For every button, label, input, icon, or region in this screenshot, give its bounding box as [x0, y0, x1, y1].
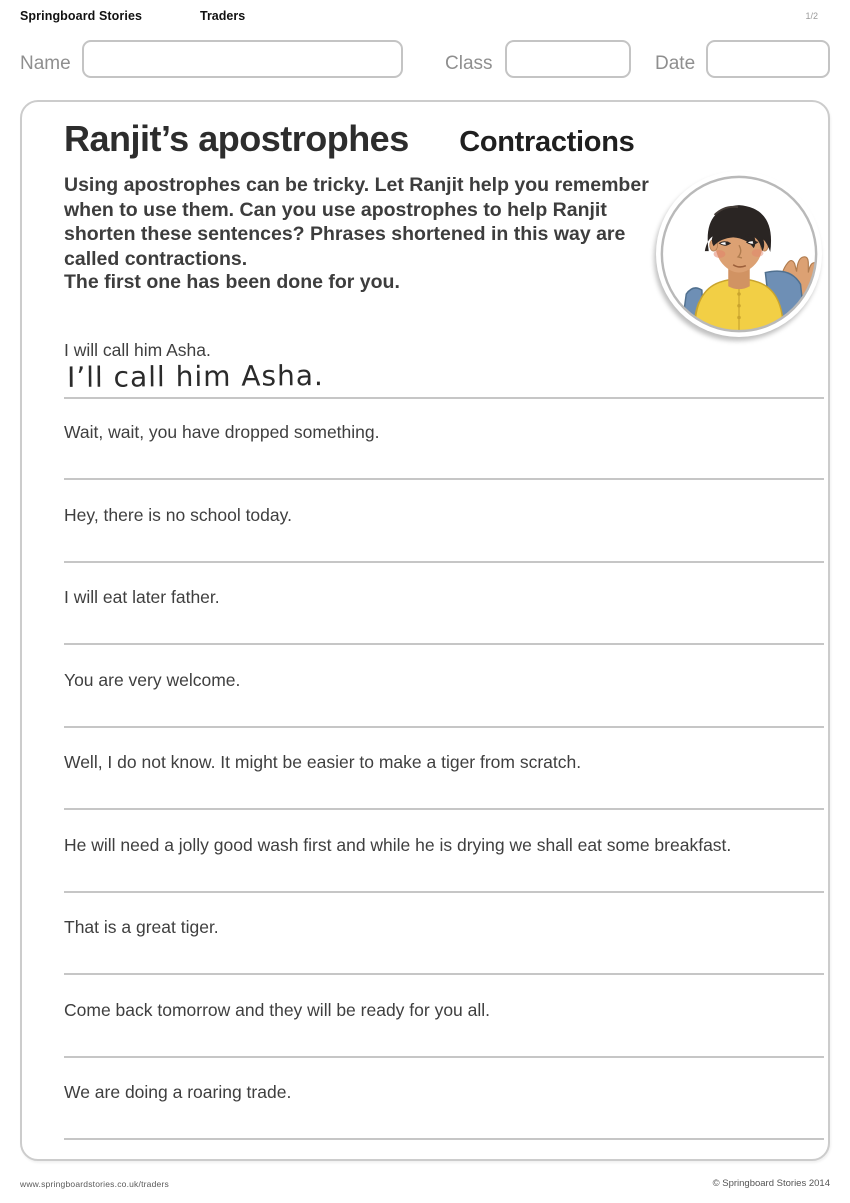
sentence-item — [64, 917, 824, 975]
page-title: Ranjit’s apostrophes — [64, 118, 409, 159]
worksheet-panel — [20, 100, 830, 1161]
example-answer-handwriting: I’ll call him Asha. — [66, 359, 325, 394]
example-answer-line — [64, 397, 824, 399]
sentence-item — [64, 587, 824, 645]
sentence-prompt: He will need a jolly good wash first and while he is drying we shall eat some breakfast. — [64, 835, 732, 855]
page-number: 1/2 — [805, 11, 818, 21]
class-field[interactable] — [505, 40, 631, 78]
sentence-item — [64, 1082, 824, 1140]
sentence-item — [64, 835, 824, 893]
sentence-prompt: I will eat later father. — [64, 587, 220, 607]
sentence-prompt: Wait, wait, you have dropped something. — [64, 422, 380, 442]
sentence-prompt: Come back tomorrow and they will be ready for you all. — [64, 1000, 491, 1020]
footer-url: www.springboardstories.co.uk/traders — [20, 1179, 169, 1189]
name-label: Name — [20, 53, 71, 74]
brand-title: Springboard Stories — [20, 9, 143, 23]
footer-copyright: © Springboard Stories 2014 — [712, 1178, 830, 1189]
ranjit-portrait-icon — [656, 171, 822, 337]
title-row — [64, 118, 634, 160]
sentence-prompt: We are doing a roaring trade. — [64, 1082, 292, 1102]
sentence-item — [64, 670, 824, 728]
ranjit-illustration — [656, 171, 822, 337]
sentence-item — [64, 422, 824, 480]
sentence-item — [64, 1000, 824, 1058]
name-field[interactable] — [82, 40, 403, 78]
sentence-item — [64, 505, 824, 563]
story-topic: Traders — [200, 9, 246, 23]
page-subtitle: Contractions — [459, 126, 635, 158]
example-prompt: I will call him Asha. — [64, 340, 211, 360]
sentence-prompt: You are very welcome. — [64, 670, 241, 690]
pupil-fields-row — [20, 40, 830, 82]
date-field[interactable] — [706, 40, 830, 78]
sentence-item — [64, 752, 824, 810]
example-note: The first one has been done for you. — [64, 271, 400, 293]
class-label: Class — [445, 53, 493, 74]
date-label: Date — [655, 53, 696, 74]
instructions-text: Using apostrophes can be tricky. Let Ranjit help you remember when to use them. Can you use apostrophes to help Ranjit shorten these sentences? Phrases shortened in this way are called contractions. — [64, 174, 649, 270]
sentence-prompt: Hey, there is no school today. — [64, 505, 292, 525]
sentence-prompt: Well, I do not know. It might be easier to make a tiger from scratch. — [64, 752, 582, 772]
brand-bar — [20, 9, 830, 27]
sentence-prompt: That is a great tiger. — [64, 917, 219, 937]
